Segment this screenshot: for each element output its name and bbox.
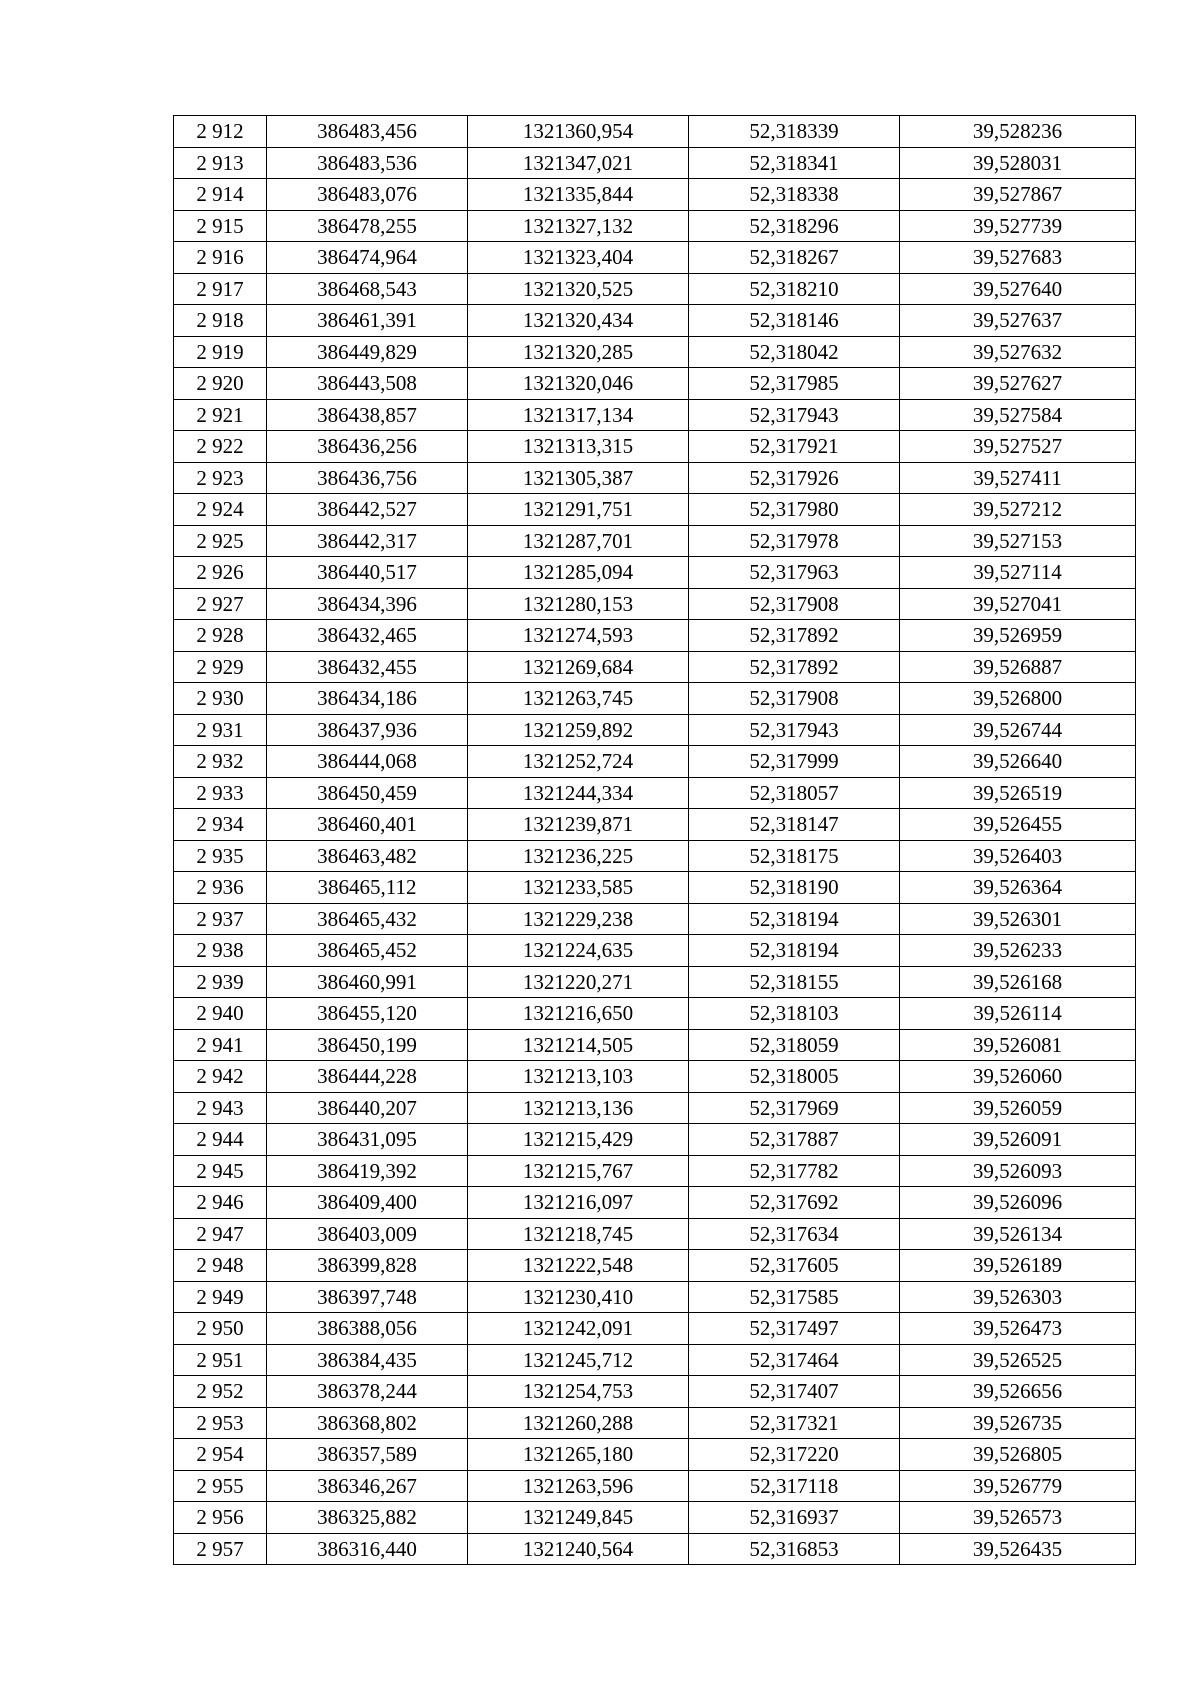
y-coordinate-cell: 1321280,153 (468, 588, 689, 620)
point-number-cell: 2 925 (174, 525, 267, 557)
x-coordinate-cell: 386397,748 (267, 1281, 468, 1313)
y-coordinate-cell: 1321269,684 (468, 651, 689, 683)
point-number-cell: 2 935 (174, 840, 267, 872)
latitude-cell: 52,318190 (689, 872, 900, 904)
longitude-cell: 39,526640 (900, 746, 1136, 778)
point-number-cell: 2 912 (174, 116, 267, 148)
table-row (174, 966, 1136, 998)
latitude-cell: 52,317943 (689, 714, 900, 746)
y-coordinate-cell: 1321216,650 (468, 998, 689, 1030)
point-number-cell: 2 953 (174, 1407, 267, 1439)
x-coordinate-cell: 386461,391 (267, 305, 468, 337)
latitude-cell: 52,318155 (689, 966, 900, 998)
x-coordinate-cell: 386463,482 (267, 840, 468, 872)
longitude-cell: 39,527683 (900, 242, 1136, 274)
table-row (174, 147, 1136, 179)
latitude-cell: 52,318175 (689, 840, 900, 872)
longitude-cell: 39,526735 (900, 1407, 1136, 1439)
x-coordinate-cell: 386442,317 (267, 525, 468, 557)
x-coordinate-cell: 386346,267 (267, 1470, 468, 1502)
table-row (174, 494, 1136, 526)
y-coordinate-cell: 1321230,410 (468, 1281, 689, 1313)
table-row (174, 1470, 1136, 1502)
latitude-cell: 52,317321 (689, 1407, 900, 1439)
point-number-cell: 2 914 (174, 179, 267, 211)
y-coordinate-cell: 1321335,844 (468, 179, 689, 211)
x-coordinate-cell: 386438,857 (267, 399, 468, 431)
x-coordinate-cell: 386483,076 (267, 179, 468, 211)
latitude-cell: 52,317118 (689, 1470, 900, 1502)
latitude-cell: 52,318296 (689, 210, 900, 242)
table-row (174, 840, 1136, 872)
y-coordinate-cell: 1321254,753 (468, 1376, 689, 1408)
latitude-cell: 52,317908 (689, 588, 900, 620)
table-row (174, 210, 1136, 242)
table-row (174, 557, 1136, 589)
latitude-cell: 52,317892 (689, 620, 900, 652)
point-number-cell: 2 932 (174, 746, 267, 778)
x-coordinate-cell: 386442,527 (267, 494, 468, 526)
longitude-cell: 39,526435 (900, 1533, 1136, 1565)
y-coordinate-cell: 1321305,387 (468, 462, 689, 494)
table-row (174, 1187, 1136, 1219)
x-coordinate-cell: 386450,459 (267, 777, 468, 809)
y-coordinate-cell: 1321213,136 (468, 1092, 689, 1124)
y-coordinate-cell: 1321285,094 (468, 557, 689, 589)
latitude-cell: 52,317892 (689, 651, 900, 683)
table-row (174, 242, 1136, 274)
table-row (174, 1502, 1136, 1534)
latitude-cell: 52,318267 (689, 242, 900, 274)
longitude-cell: 39,527041 (900, 588, 1136, 620)
latitude-cell: 52,317908 (689, 683, 900, 715)
y-coordinate-cell: 1321240,564 (468, 1533, 689, 1565)
latitude-cell: 52,318194 (689, 935, 900, 967)
y-coordinate-cell: 1321320,525 (468, 273, 689, 305)
table-row (174, 116, 1136, 148)
longitude-cell: 39,526233 (900, 935, 1136, 967)
longitude-cell: 39,528031 (900, 147, 1136, 179)
longitude-cell: 39,526091 (900, 1124, 1136, 1156)
x-coordinate-cell: 386432,455 (267, 651, 468, 683)
longitude-cell: 39,526573 (900, 1502, 1136, 1534)
longitude-cell: 39,526060 (900, 1061, 1136, 1093)
point-number-cell: 2 938 (174, 935, 267, 967)
point-number-cell: 2 943 (174, 1092, 267, 1124)
y-coordinate-cell: 1321215,429 (468, 1124, 689, 1156)
longitude-cell: 39,526303 (900, 1281, 1136, 1313)
x-coordinate-cell: 386474,964 (267, 242, 468, 274)
latitude-cell: 52,317692 (689, 1187, 900, 1219)
y-coordinate-cell: 1321244,334 (468, 777, 689, 809)
y-coordinate-cell: 1321263,596 (468, 1470, 689, 1502)
latitude-cell: 52,318057 (689, 777, 900, 809)
point-number-cell: 2 917 (174, 273, 267, 305)
latitude-cell: 52,317887 (689, 1124, 900, 1156)
x-coordinate-cell: 386409,400 (267, 1187, 468, 1219)
longitude-cell: 39,526081 (900, 1029, 1136, 1061)
y-coordinate-cell: 1321274,593 (468, 620, 689, 652)
longitude-cell: 39,527867 (900, 179, 1136, 211)
longitude-cell: 39,526744 (900, 714, 1136, 746)
table-row (174, 1061, 1136, 1093)
x-coordinate-cell: 386431,095 (267, 1124, 468, 1156)
longitude-cell: 39,526887 (900, 651, 1136, 683)
point-number-cell: 2 949 (174, 1281, 267, 1313)
latitude-cell: 52,318059 (689, 1029, 900, 1061)
table-row (174, 1439, 1136, 1471)
x-coordinate-cell: 386368,802 (267, 1407, 468, 1439)
latitude-cell: 52,317782 (689, 1155, 900, 1187)
x-coordinate-cell: 386432,465 (267, 620, 468, 652)
x-coordinate-cell: 386325,882 (267, 1502, 468, 1534)
x-coordinate-cell: 386357,589 (267, 1439, 468, 1471)
y-coordinate-cell: 1321263,745 (468, 683, 689, 715)
latitude-cell: 52,318042 (689, 336, 900, 368)
latitude-cell: 52,318103 (689, 998, 900, 1030)
y-coordinate-cell: 1321229,238 (468, 903, 689, 935)
y-coordinate-cell: 1321320,285 (468, 336, 689, 368)
y-coordinate-cell: 1321245,712 (468, 1344, 689, 1376)
table-row (174, 179, 1136, 211)
longitude-cell: 39,527411 (900, 462, 1136, 494)
x-coordinate-cell: 386419,392 (267, 1155, 468, 1187)
point-number-cell: 2 915 (174, 210, 267, 242)
point-number-cell: 2 939 (174, 966, 267, 998)
latitude-cell: 52,317497 (689, 1313, 900, 1345)
x-coordinate-cell: 386437,936 (267, 714, 468, 746)
latitude-cell: 52,317963 (689, 557, 900, 589)
x-coordinate-cell: 386436,756 (267, 462, 468, 494)
longitude-cell: 39,526779 (900, 1470, 1136, 1502)
y-coordinate-cell: 1321287,701 (468, 525, 689, 557)
y-coordinate-cell: 1321252,724 (468, 746, 689, 778)
y-coordinate-cell: 1321249,845 (468, 1502, 689, 1534)
point-number-cell: 2 956 (174, 1502, 267, 1534)
point-number-cell: 2 927 (174, 588, 267, 620)
x-coordinate-cell: 386399,828 (267, 1250, 468, 1282)
longitude-cell: 39,526959 (900, 620, 1136, 652)
table-row (174, 305, 1136, 337)
point-number-cell: 2 921 (174, 399, 267, 431)
point-number-cell: 2 951 (174, 1344, 267, 1376)
table-row (174, 1344, 1136, 1376)
x-coordinate-cell: 386316,440 (267, 1533, 468, 1565)
y-coordinate-cell: 1321239,871 (468, 809, 689, 841)
point-number-cell: 2 934 (174, 809, 267, 841)
table-row (174, 651, 1136, 683)
x-coordinate-cell: 386440,517 (267, 557, 468, 589)
y-coordinate-cell: 1321242,091 (468, 1313, 689, 1345)
latitude-cell: 52,318005 (689, 1061, 900, 1093)
longitude-cell: 39,527739 (900, 210, 1136, 242)
x-coordinate-cell: 386440,207 (267, 1092, 468, 1124)
table-row (174, 1533, 1136, 1565)
latitude-cell: 52,318146 (689, 305, 900, 337)
x-coordinate-cell: 386465,452 (267, 935, 468, 967)
x-coordinate-cell: 386455,120 (267, 998, 468, 1030)
point-number-cell: 2 930 (174, 683, 267, 715)
table-row (174, 872, 1136, 904)
longitude-cell: 39,527640 (900, 273, 1136, 305)
coordinates-table (173, 115, 1136, 1565)
point-number-cell: 2 952 (174, 1376, 267, 1408)
point-number-cell: 2 942 (174, 1061, 267, 1093)
latitude-cell: 52,318194 (689, 903, 900, 935)
table-row (174, 1218, 1136, 1250)
point-number-cell: 2 928 (174, 620, 267, 652)
point-number-cell: 2 944 (174, 1124, 267, 1156)
x-coordinate-cell: 386478,255 (267, 210, 468, 242)
table-row (174, 399, 1136, 431)
y-coordinate-cell: 1321360,954 (468, 116, 689, 148)
latitude-cell: 52,317980 (689, 494, 900, 526)
point-number-cell: 2 950 (174, 1313, 267, 1345)
latitude-cell: 52,317926 (689, 462, 900, 494)
latitude-cell: 52,317978 (689, 525, 900, 557)
longitude-cell: 39,527153 (900, 525, 1136, 557)
latitude-cell: 52,316853 (689, 1533, 900, 1565)
y-coordinate-cell: 1321291,751 (468, 494, 689, 526)
x-coordinate-cell: 386468,543 (267, 273, 468, 305)
x-coordinate-cell: 386443,508 (267, 368, 468, 400)
table-row (174, 903, 1136, 935)
table-row (174, 809, 1136, 841)
y-coordinate-cell: 1321320,434 (468, 305, 689, 337)
x-coordinate-cell: 386460,991 (267, 966, 468, 998)
table-row (174, 746, 1136, 778)
table-row (174, 431, 1136, 463)
x-coordinate-cell: 386483,456 (267, 116, 468, 148)
x-coordinate-cell: 386465,432 (267, 903, 468, 935)
x-coordinate-cell: 386450,199 (267, 1029, 468, 1061)
y-coordinate-cell: 1321214,505 (468, 1029, 689, 1061)
x-coordinate-cell: 386449,829 (267, 336, 468, 368)
x-coordinate-cell: 386483,536 (267, 147, 468, 179)
y-coordinate-cell: 1321216,097 (468, 1187, 689, 1219)
table-row (174, 588, 1136, 620)
x-coordinate-cell: 386460,401 (267, 809, 468, 841)
latitude-cell: 52,318147 (689, 809, 900, 841)
x-coordinate-cell: 386434,396 (267, 588, 468, 620)
longitude-cell: 39,526805 (900, 1439, 1136, 1471)
table-row (174, 777, 1136, 809)
point-number-cell: 2 933 (174, 777, 267, 809)
table-row (174, 525, 1136, 557)
point-number-cell: 2 955 (174, 1470, 267, 1502)
table-row (174, 1281, 1136, 1313)
table-row (174, 1155, 1136, 1187)
y-coordinate-cell: 1321313,315 (468, 431, 689, 463)
longitude-cell: 39,526059 (900, 1092, 1136, 1124)
latitude-cell: 52,318338 (689, 179, 900, 211)
table-row (174, 935, 1136, 967)
table-row (174, 620, 1136, 652)
longitude-cell: 39,526189 (900, 1250, 1136, 1282)
longitude-cell: 39,527627 (900, 368, 1136, 400)
table-row (174, 1124, 1136, 1156)
point-number-cell: 2 957 (174, 1533, 267, 1565)
longitude-cell: 39,526114 (900, 998, 1136, 1030)
longitude-cell: 39,526403 (900, 840, 1136, 872)
point-number-cell: 2 931 (174, 714, 267, 746)
x-coordinate-cell: 386436,256 (267, 431, 468, 463)
longitude-cell: 39,526525 (900, 1344, 1136, 1376)
y-coordinate-cell: 1321224,635 (468, 935, 689, 967)
coordinates-table-body (174, 116, 1136, 1565)
point-number-cell: 2 920 (174, 368, 267, 400)
y-coordinate-cell: 1321218,745 (468, 1218, 689, 1250)
latitude-cell: 52,317407 (689, 1376, 900, 1408)
point-number-cell: 2 919 (174, 336, 267, 368)
point-number-cell: 2 924 (174, 494, 267, 526)
y-coordinate-cell: 1321317,134 (468, 399, 689, 431)
latitude-cell: 52,317943 (689, 399, 900, 431)
x-coordinate-cell: 386388,056 (267, 1313, 468, 1345)
point-number-cell: 2 941 (174, 1029, 267, 1061)
longitude-cell: 39,527114 (900, 557, 1136, 589)
point-number-cell: 2 929 (174, 651, 267, 683)
point-number-cell: 2 918 (174, 305, 267, 337)
x-coordinate-cell: 386403,009 (267, 1218, 468, 1250)
longitude-cell: 39,526364 (900, 872, 1136, 904)
x-coordinate-cell: 386444,228 (267, 1061, 468, 1093)
x-coordinate-cell: 386384,435 (267, 1344, 468, 1376)
point-number-cell: 2 946 (174, 1187, 267, 1219)
table-row (174, 462, 1136, 494)
latitude-cell: 52,317605 (689, 1250, 900, 1282)
point-number-cell: 2 936 (174, 872, 267, 904)
table-row (174, 273, 1136, 305)
point-number-cell: 2 954 (174, 1439, 267, 1471)
point-number-cell: 2 916 (174, 242, 267, 274)
point-number-cell: 2 947 (174, 1218, 267, 1250)
latitude-cell: 52,318339 (689, 116, 900, 148)
y-coordinate-cell: 1321220,271 (468, 966, 689, 998)
table-row (174, 368, 1136, 400)
latitude-cell: 52,317585 (689, 1281, 900, 1313)
table-row (174, 998, 1136, 1030)
longitude-cell: 39,526168 (900, 966, 1136, 998)
y-coordinate-cell: 1321260,288 (468, 1407, 689, 1439)
longitude-cell: 39,526134 (900, 1218, 1136, 1250)
longitude-cell: 39,526093 (900, 1155, 1136, 1187)
table-row (174, 1029, 1136, 1061)
latitude-cell: 52,316937 (689, 1502, 900, 1534)
table-row (174, 714, 1136, 746)
y-coordinate-cell: 1321259,892 (468, 714, 689, 746)
latitude-cell: 52,318210 (689, 273, 900, 305)
longitude-cell: 39,527632 (900, 336, 1136, 368)
latitude-cell: 52,317985 (689, 368, 900, 400)
y-coordinate-cell: 1321233,585 (468, 872, 689, 904)
latitude-cell: 52,317634 (689, 1218, 900, 1250)
table-row (174, 1376, 1136, 1408)
point-number-cell: 2 913 (174, 147, 267, 179)
point-number-cell: 2 922 (174, 431, 267, 463)
table-row (174, 1407, 1136, 1439)
longitude-cell: 39,528236 (900, 116, 1136, 148)
point-number-cell: 2 937 (174, 903, 267, 935)
point-number-cell: 2 948 (174, 1250, 267, 1282)
y-coordinate-cell: 1321222,548 (468, 1250, 689, 1282)
x-coordinate-cell: 386378,244 (267, 1376, 468, 1408)
x-coordinate-cell: 386465,112 (267, 872, 468, 904)
longitude-cell: 39,526519 (900, 777, 1136, 809)
longitude-cell: 39,526455 (900, 809, 1136, 841)
point-number-cell: 2 926 (174, 557, 267, 589)
latitude-cell: 52,318341 (689, 147, 900, 179)
longitude-cell: 39,526800 (900, 683, 1136, 715)
y-coordinate-cell: 1321320,046 (468, 368, 689, 400)
longitude-cell: 39,526096 (900, 1187, 1136, 1219)
latitude-cell: 52,317464 (689, 1344, 900, 1376)
longitude-cell: 39,527527 (900, 431, 1136, 463)
table-row (174, 1092, 1136, 1124)
latitude-cell: 52,317969 (689, 1092, 900, 1124)
point-number-cell: 2 923 (174, 462, 267, 494)
y-coordinate-cell: 1321213,103 (468, 1061, 689, 1093)
y-coordinate-cell: 1321327,132 (468, 210, 689, 242)
y-coordinate-cell: 1321236,225 (468, 840, 689, 872)
y-coordinate-cell: 1321347,021 (468, 147, 689, 179)
table-row (174, 683, 1136, 715)
point-number-cell: 2 940 (174, 998, 267, 1030)
longitude-cell: 39,526656 (900, 1376, 1136, 1408)
longitude-cell: 39,526301 (900, 903, 1136, 935)
longitude-cell: 39,527637 (900, 305, 1136, 337)
longitude-cell: 39,527584 (900, 399, 1136, 431)
x-coordinate-cell: 386444,068 (267, 746, 468, 778)
longitude-cell: 39,527212 (900, 494, 1136, 526)
table-row (174, 1250, 1136, 1282)
latitude-cell: 52,317220 (689, 1439, 900, 1471)
y-coordinate-cell: 1321265,180 (468, 1439, 689, 1471)
table-row (174, 1313, 1136, 1345)
table-row (174, 336, 1136, 368)
latitude-cell: 52,317921 (689, 431, 900, 463)
longitude-cell: 39,526473 (900, 1313, 1136, 1345)
y-coordinate-cell: 1321323,404 (468, 242, 689, 274)
latitude-cell: 52,317999 (689, 746, 900, 778)
y-coordinate-cell: 1321215,767 (468, 1155, 689, 1187)
x-coordinate-cell: 386434,186 (267, 683, 468, 715)
point-number-cell: 2 945 (174, 1155, 267, 1187)
